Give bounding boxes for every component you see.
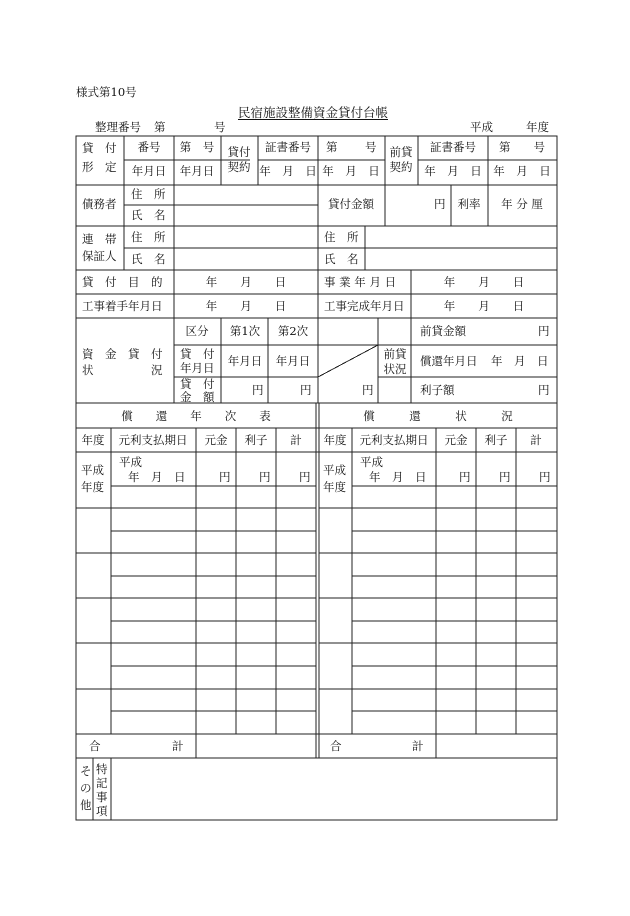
left-col-principal: 元金 [204, 433, 228, 447]
header-era: 平成 [470, 120, 493, 134]
loan-form-label-2: 形 定 [82, 160, 117, 174]
certificate-dai: 第 [326, 140, 338, 154]
reference-go: 号 [214, 120, 226, 134]
special-char-2: 記 [96, 776, 108, 790]
loan-purpose-label: 貸 付 目 的 [82, 275, 163, 289]
loan-date-label: 年月日 [131, 164, 167, 178]
construction-end-date: 年 月 日 [443, 299, 525, 313]
second-loan-date: 年月日 [275, 354, 311, 368]
construction-end-label: 工事完成年月日 [324, 299, 405, 313]
right-row-principal-yen: 円 [459, 470, 471, 484]
right-row-interest-yen: 円 [499, 470, 511, 484]
right-col-interest: 利子 [484, 433, 508, 447]
left-row-date: 年 月 日 [128, 470, 186, 484]
loan-date-value: 年月日 [179, 164, 215, 178]
loan-number-value: 第 号 [179, 140, 215, 154]
left-row-total-yen: 円 [299, 470, 311, 484]
first-loan-date: 年月日 [227, 354, 263, 368]
prev-loan-amount-label: 前貸金額 [420, 324, 466, 338]
repayment-date-label: 償還年月日 [420, 354, 478, 368]
repayment-schedule-title: 償 還 年 次 表 [121, 409, 271, 423]
loan-status-label-2: 状 況 [82, 363, 163, 377]
prev-date-value: 年 月 日 [493, 164, 551, 178]
construction-start-date: 年 月 日 [205, 299, 287, 313]
repayment-status-title: 償 還 状 況 [363, 409, 513, 423]
project-date-label: 事 業 年 月 日 [324, 275, 397, 289]
right-col-year: 年度 [323, 433, 347, 447]
interest-rate-units: 年 分 厘 [501, 197, 543, 211]
form-number: 様式第10号 [76, 85, 137, 99]
prev-certificate-date: 年 月 日 [424, 164, 482, 178]
debtor-label: 債務者 [82, 197, 117, 211]
loan-number-label: 番号 [137, 140, 161, 154]
certificate-go: 号 [365, 140, 377, 154]
right-col-principal: 元金 [444, 433, 468, 447]
first-loan-yen: 円 [252, 383, 264, 397]
other-char-3: 他 [80, 798, 92, 812]
loan-amount-label: 貸付金額 [328, 197, 374, 211]
left-total-label: 合 [89, 739, 101, 753]
left-col-interest: 利子 [244, 433, 268, 447]
loan-status-label-1: 資 金 貸 付 [82, 347, 163, 361]
reference-dai: 第 [154, 120, 166, 134]
loan-amount-label-2: 金 額 [180, 390, 215, 404]
division-label: 区分 [185, 324, 209, 338]
left-total-kei: 計 [172, 739, 184, 753]
prev-status-label-2: 状況 [383, 362, 407, 376]
second-loan-yen: 円 [300, 383, 312, 397]
prev-contract-label-1: 前貸 [389, 145, 413, 159]
guarantor-label-2: 保証人 [82, 249, 117, 263]
project-date: 年 月 日 [443, 275, 525, 289]
left-row-year: 年度 [81, 480, 104, 494]
loan-amount-label-1: 貸 付 [180, 377, 215, 391]
debtor-address-label: 住 所 [131, 187, 166, 201]
right-total-kei: 計 [412, 739, 424, 753]
certificate-number-label: 証書番号 [265, 140, 311, 154]
right-col-date: 元利支払期日 [359, 433, 429, 447]
prev-number-value: 第 号 [499, 140, 545, 154]
third-loan-yen: 円 [362, 383, 374, 397]
right-row-year: 年度 [323, 480, 346, 494]
left-col-total: 計 [290, 433, 302, 447]
certificate-date: 年 月 日 [259, 164, 317, 178]
right-row-date: 年 月 日 [369, 470, 427, 484]
other-char-2: の [80, 781, 92, 795]
header-fiscal-year: 年度 [526, 120, 549, 134]
right-row-total-yen: 円 [539, 470, 551, 484]
ledger-title: 民宿施設整備資金貸付台帳 [237, 105, 389, 120]
special-char-4: 項 [96, 804, 108, 818]
prev-certificate-number-label: 証書番号 [430, 140, 476, 154]
loan-form-label-1: 貸 付 [82, 141, 117, 155]
right-col-total: 計 [530, 433, 542, 447]
left-row-date-era: 平成 [119, 455, 142, 469]
prev-loan-amount-yen: 円 [538, 324, 550, 338]
interest-amount-label: 利子額 [420, 383, 455, 397]
guarantor-address-label: 住 所 [131, 230, 166, 244]
left-col-year: 年度 [81, 433, 105, 447]
left-col-date: 元利支払期日 [118, 433, 188, 447]
guarantor2-name-label: 氏 名 [324, 252, 359, 266]
interest-rate-label: 利率 [457, 197, 481, 211]
prev-contract-label-2: 契約 [389, 160, 413, 174]
special-char-1: 特 [96, 762, 108, 776]
right-total-label: 合 [330, 739, 342, 753]
right-row-date-era: 平成 [360, 455, 383, 469]
loan-date-label-2: 年月日 [180, 361, 215, 375]
interest-amount-yen: 円 [538, 383, 550, 397]
reference-number-label: 整理番号 [95, 120, 141, 134]
left-row-principal-yen: 円 [219, 470, 231, 484]
other-char-1: そ [80, 764, 92, 778]
guarantor2-address-label: 住 所 [324, 230, 359, 244]
certificate-date-2: 年 月 日 [322, 164, 380, 178]
loan-purpose-date: 年 月 日 [205, 275, 287, 289]
debtor-name-label: 氏 名 [131, 208, 166, 222]
right-row-era: 平成 [323, 463, 346, 477]
loan-contract-label-1: 貸付 [227, 145, 251, 159]
second-loan-label: 第2次 [277, 324, 309, 338]
construction-start-label: 工事着手年月日 [82, 299, 163, 313]
special-char-3: 事 [96, 790, 108, 804]
guarantor-name-label: 氏 名 [131, 252, 166, 266]
left-row-era: 平成 [81, 463, 104, 477]
first-loan-label: 第1次 [229, 324, 261, 338]
guarantor-label-1: 連 帯 [82, 232, 117, 246]
repayment-date-value: 年 月 日 [491, 354, 549, 368]
loan-amount-yen: 円 [434, 197, 446, 211]
prev-status-label-1: 前貸 [383, 347, 407, 361]
loan-contract-label-2: 契約 [227, 160, 251, 174]
loan-date-label-1: 貸 付 [180, 347, 215, 361]
left-row-interest-yen: 円 [259, 470, 271, 484]
